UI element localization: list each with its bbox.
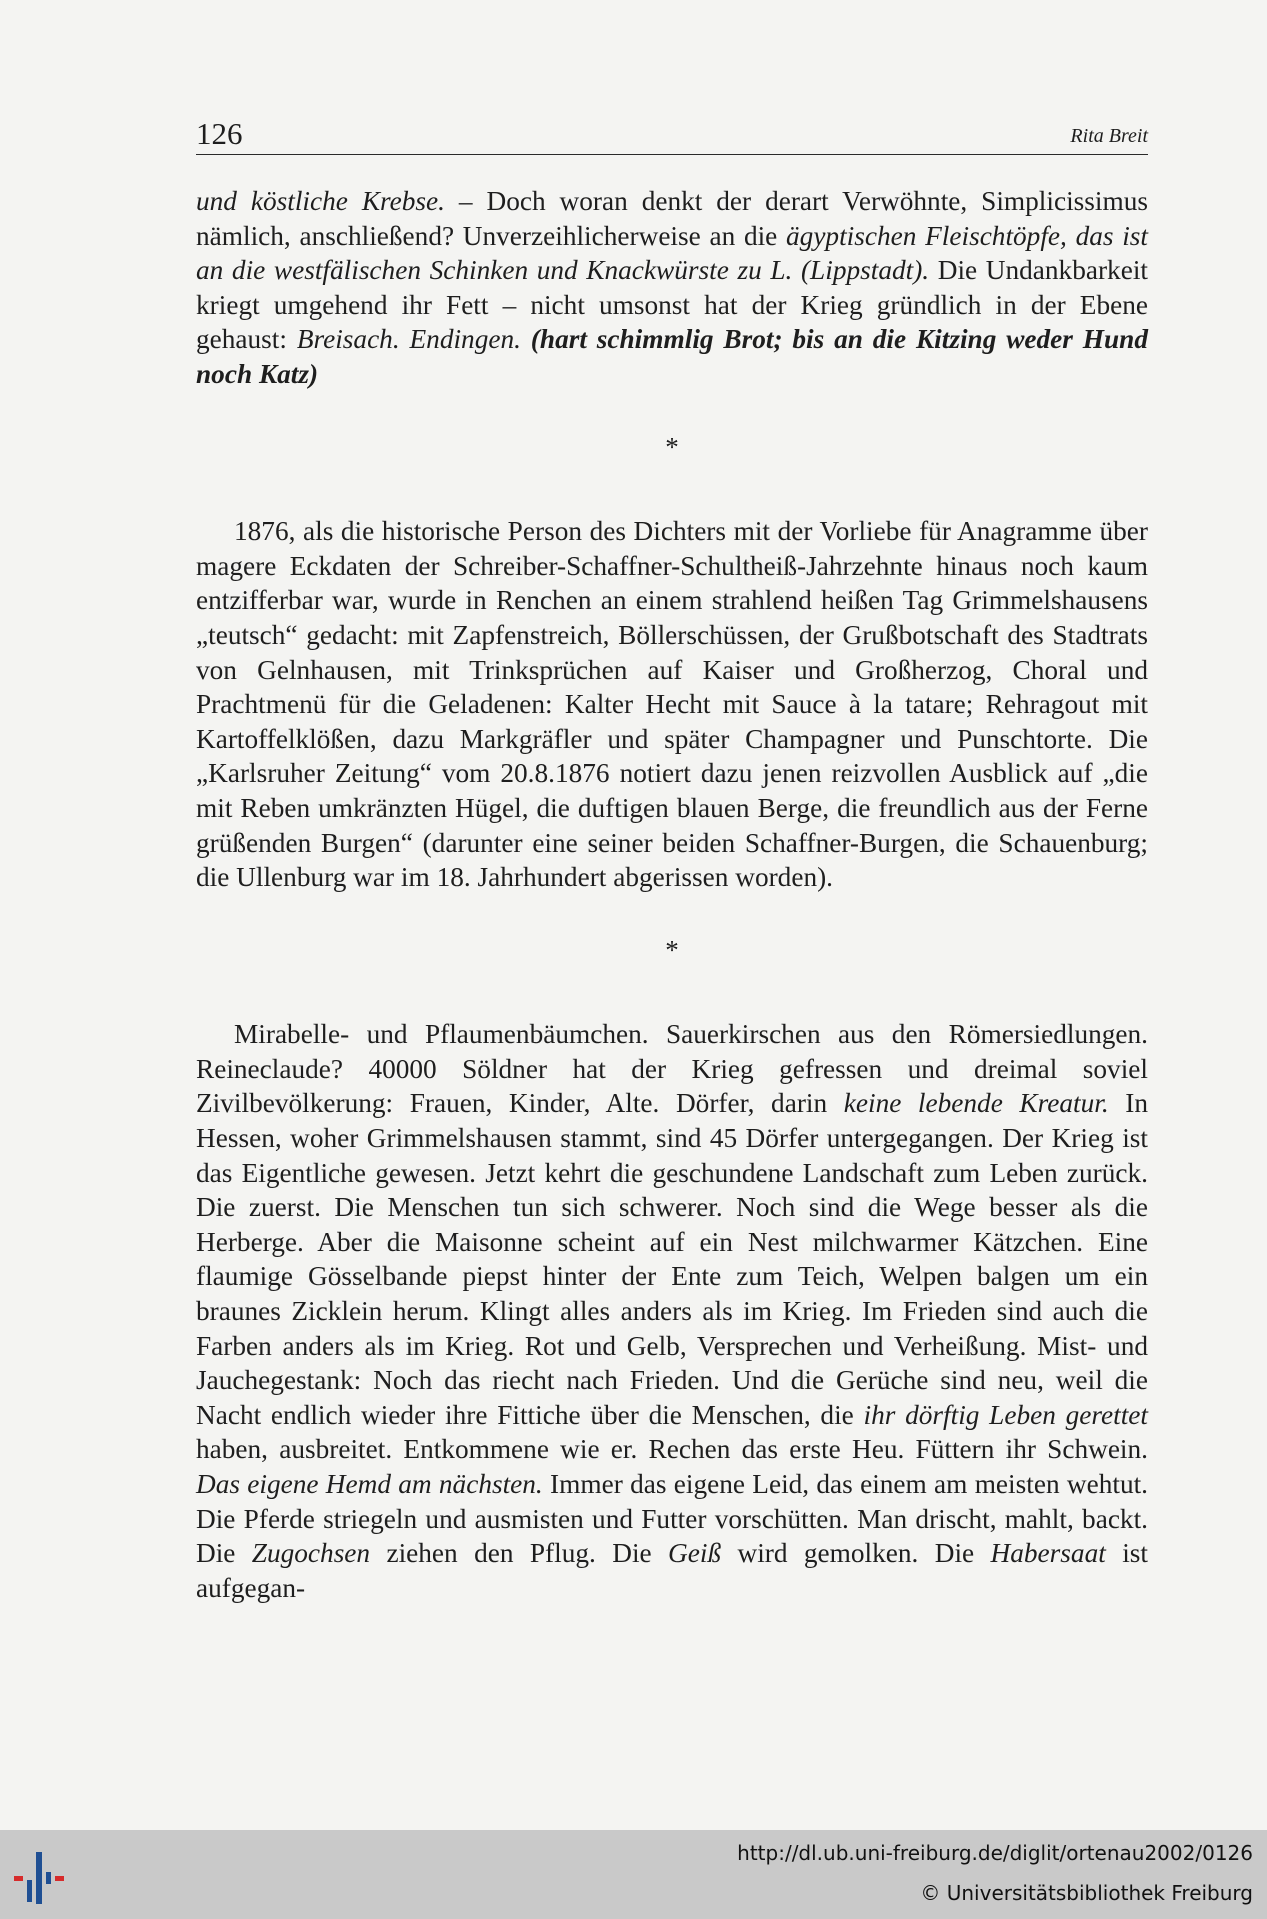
text-run: Mirabelle- und Pflaumenbäumchen. Sauerkirschen aus den Römersiedlungen. Reineclaude? 40000 Söldner hat der Krieg gefressen und dreimal soviel Zivilbevölkerung: Frauen, Kinder, Alte. Dörfer, darin xyxy=(196,1019,1148,1119)
page-body xyxy=(196,184,1148,1605)
text-run: haben, ausbreitet. Entkommene wie er. Rechen das erste Heu. Füttern ihr Schwein. xyxy=(196,1434,1148,1465)
text-run: In Hessen, woher Grimmelshausen stammt, sind 45 Dörfer untergegangen. Der Krieg ist das Eigentliche gewesen. Jetzt kehrt die geschundene Landschaft zum Leben zurück. Die zuerst. Die Menschen tun sich schwerer. Noch sind die Wege besser als die Herberge. Aber die Maisonne scheint auf ein Nest milchwarmer Kätzchen. Eine flaumige Gösselbande piepst hinter der Ente zum Teich, Welpen balgen um ein braunes Zicklein herum. Klingt alles anders als im Krieg. Im Frieden sind auch die Farben anders als im Krieg. Rot und Gelb, Versprechen und Verheißung. Mist- und Jauchegestank: Noch das riecht nach Frieden. Und die Gerüche sind neu, weil die Nacht endlich wieder ihre Fittiche über die Menschen, die xyxy=(196,1088,1148,1430)
italic-phrase: Geiß xyxy=(668,1538,722,1569)
text-run: Immer das eigene Leid, das einem am meisten wehtut. Die Pferde striegeln und ausmisten und Futter vorschütten. Man drischt, mahlt, backt. Die xyxy=(196,1469,1148,1569)
italic-phrase: Habersaat xyxy=(990,1538,1106,1569)
italic-phrase: und köstliche Krebse. xyxy=(196,186,445,216)
library-footer-bar xyxy=(0,1830,1267,1919)
source-url-link[interactable]: http://dl.ub.uni-freiburg.de/diglit/ortenau2002/0126 xyxy=(737,1841,1253,1865)
section-separator: * xyxy=(665,431,679,462)
section-separator: * xyxy=(665,934,679,965)
italic-phrase: Das eigene Hemd am nächsten. xyxy=(196,1469,543,1499)
paragraph-krebse xyxy=(196,184,1148,392)
running-head-author: Rita Breit xyxy=(1070,125,1148,147)
bold-italic-quote: (hart schimmlig Brot; bis an die Kitzing weder Hund noch Katz) xyxy=(196,324,1148,389)
text-run: – Doch woran denkt der derart Verwöhnte, Simplicissimus nämlich, anschließend? Unverzeihlicherweise an die xyxy=(196,186,1149,251)
page-number: 126 xyxy=(196,116,243,151)
text-run: ziehen den Pflug. Die xyxy=(370,1538,669,1569)
text-run: wird gemolken. Die xyxy=(721,1538,991,1569)
text-run xyxy=(521,324,531,354)
italic-phrase: ihr dörftig Leben gerettet xyxy=(863,1399,1148,1430)
copyright-notice: © Universitätsbibliothek Freiburg xyxy=(920,1881,1253,1905)
university-library-logo-icon xyxy=(12,1842,82,1912)
paragraph-mirabelle xyxy=(196,1017,1148,1605)
italic-phrase: keine lebende Kreatur. xyxy=(843,1088,1109,1119)
italic-phrase: ägyptischen Fleischtöpfe, das ist an die westfälischen Schinken und Knackwürste zu L. (Lippstadt). xyxy=(196,220,1148,286)
italic-phrase: Zugochsen xyxy=(251,1538,371,1569)
paragraph-1876: 1876, als die historische Person des Dichters mit der Vorliebe für Anagramme über magere Eckdaten der Schreiber-Schaffner-Schultheiß-Jahrzehnte hinaus noch kaum entzifferbar war, wurde in Renchen an einem strahlend heißen Tag Grimmelshausens „teutsch“ gedacht: mit Zapfenstreich, Böllerschüssen, der Grußbotschaft des Stadtrats von Gelnhausen, mit Trinksprüchen auf Kaiser und Großherzog, Choral und Prachtmenü für die Geladenen: Kalter Hecht mit Sauce à la tatare; Rehragout mit Kartoffelklößen, dazu Markgräfler und später Champagner und Punschtorte. Die „Karlsruher Zeitung“ vom 20.8.1876 notiert dazu jenen reizvollen Ausblick auf „die mit Reben umkränzten Hügel, die duftigen blauen Berge, die freundlich aus der Ferne grüßenden Burgen“ (darunter eine seiner beiden Schaffner-Burgen, die Schauenburg; die Ullenburg war im 18. Jahrhundert abgerissen worden). xyxy=(196,516,1148,893)
text-run: Die Undankbarkeit kriegt umgehend ihr Fett – nicht umsonst hat der Krieg gründlich in der Ebene gehaust: xyxy=(196,255,1148,355)
page-header xyxy=(196,114,1148,155)
text-run: ist aufgegan- xyxy=(196,1538,1148,1603)
italic-phrase: Breisach. Endingen. xyxy=(296,324,521,355)
